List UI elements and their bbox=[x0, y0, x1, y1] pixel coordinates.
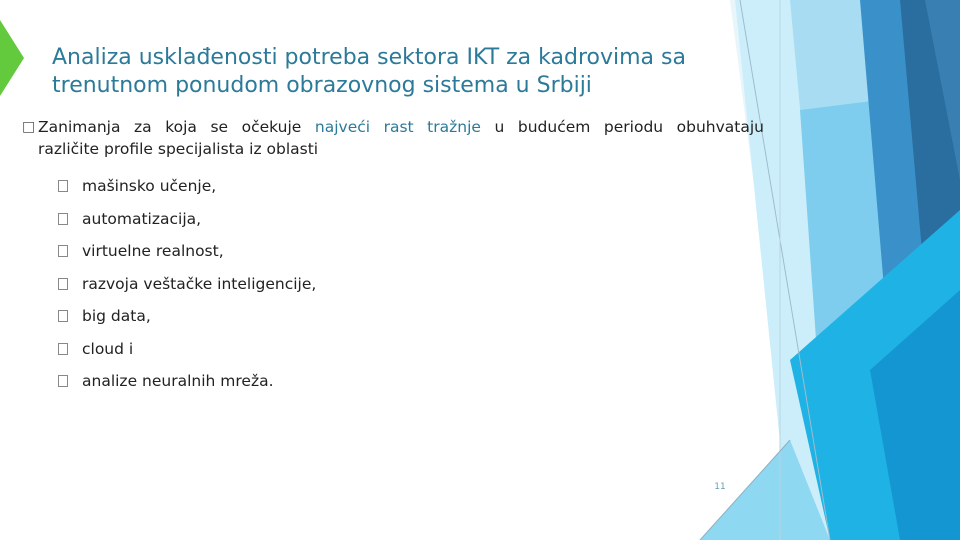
specialization-list bbox=[58, 170, 316, 398]
list-item bbox=[58, 300, 316, 333]
list-item-text: virtuelne realnost, bbox=[82, 242, 224, 261]
list-item bbox=[58, 365, 316, 398]
list-item-text: cloud i bbox=[82, 339, 134, 358]
list-item-text: analize neuralnih mreža. bbox=[82, 372, 274, 391]
list-item bbox=[58, 268, 316, 301]
list-item bbox=[58, 333, 316, 366]
bullet-square-icon: □ bbox=[22, 119, 36, 135]
list-item-text: automatizacija, bbox=[82, 209, 202, 228]
checkbox-square-icon bbox=[58, 343, 68, 355]
checkbox-square-icon bbox=[58, 278, 68, 290]
list-item bbox=[58, 235, 316, 268]
list-item-text: mašinsko učenje, bbox=[82, 177, 217, 196]
checkbox-square-icon bbox=[58, 180, 68, 192]
checkbox-square-icon bbox=[58, 213, 68, 225]
list-item bbox=[58, 170, 316, 203]
left-triangle-accent bbox=[0, 0, 30, 100]
intro-highlight: najveći rast tražnje bbox=[314, 118, 481, 136]
list-item-text: big data, bbox=[82, 307, 151, 326]
intro-line-2: različite profile specijalista iz oblasti bbox=[38, 140, 319, 158]
list-item bbox=[58, 203, 316, 236]
intro-pre: Zanimanja za koja se očekuje bbox=[38, 118, 302, 136]
checkbox-square-icon bbox=[58, 310, 68, 322]
intro-post: u budućem periodu obuhvataju bbox=[494, 118, 764, 136]
title-line-2: trenutnom ponudom obrazovnog sistema u Srbiji bbox=[52, 73, 592, 98]
intro-line-1 bbox=[38, 116, 764, 138]
title-line-1: Analiza usklađenosti potreba sektora IKT za kadrovima sa bbox=[52, 45, 686, 70]
slide-title bbox=[52, 44, 712, 100]
intro-paragraph bbox=[22, 116, 764, 160]
checkbox-square-icon bbox=[58, 375, 68, 387]
list-item-text: razvoja veštačke inteligencije, bbox=[82, 274, 317, 293]
checkbox-square-icon bbox=[58, 245, 68, 257]
page-number: 11 bbox=[714, 482, 726, 492]
